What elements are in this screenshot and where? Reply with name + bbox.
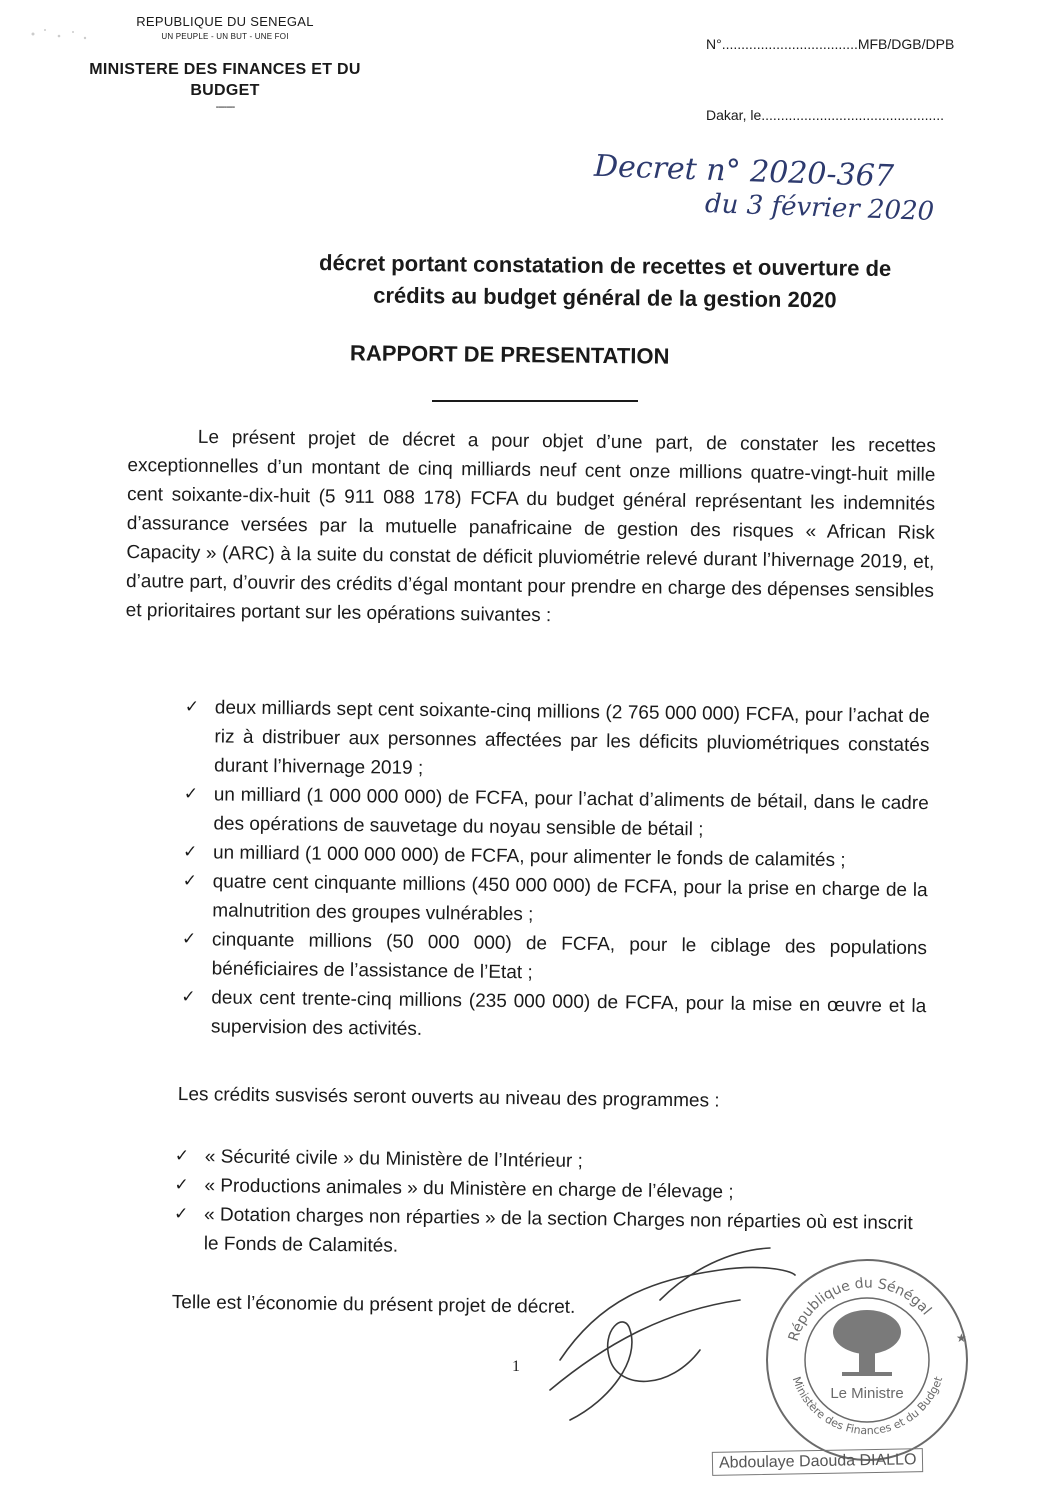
- signatory-name-stamp: Abdoulaye Daouda DIALLO: [712, 1448, 924, 1476]
- checkmark-icon: ✓: [183, 783, 199, 805]
- program-text: « Sécurité civile » du Ministère de l’Intérieur ;: [204, 1146, 583, 1172]
- document-title-line2: crédits au budget général de la gestion 2020: [373, 282, 837, 313]
- seal-bottom-text: Ministère des Finances et du Budget: [789, 1374, 946, 1438]
- ministry-name: [60, 59, 390, 101]
- handwritten-decree-date: du 3 février 2020: [704, 189, 935, 227]
- date-line: Dakar, le...............................................: [706, 107, 945, 123]
- program-text: « Dotation charges non réparties » de la section Charges non réparties où est inscrit le Fonds de Calamités.: [203, 1204, 913, 1257]
- operations-list: [181, 693, 930, 1050]
- report-heading: RAPPORT DE PRESENTATION: [349, 340, 670, 369]
- republic-name: REPUBLIQUE DU SENEGAL: [136, 14, 314, 29]
- ministry-name-line1: MINISTERE DES FINANCES ET DU: [89, 61, 361, 78]
- official-seal: [760, 1250, 975, 1465]
- national-motto: UN PEUPLE - UN BUT - UNE FOI: [161, 32, 289, 41]
- operation-text: deux cent trente-cinq millions (235 000 000) de FCFA, pour la mise en œuvre et la supervision des activités.: [210, 987, 927, 1040]
- checkmark-icon: ✓: [182, 841, 198, 863]
- program-text: « Productions animales » du Ministère en charge de l’élevage ;: [204, 1175, 734, 1203]
- handwritten-decree-number: Decret n° 2020-367: [593, 148, 895, 195]
- list-item: [181, 983, 927, 1050]
- operation-text: un milliard (1 000 000 000) de FCFA, pour l’achat d’aliments de bétail, dans le cadre des opérations de sauvetage du noyau sensible de bétail ;: [213, 784, 929, 841]
- intro-section: [126, 422, 936, 635]
- operation-text: cinquante millions (50 000 000) de FCFA, pour le ciblage des populations bénéficiaires de l’assistance de l’Etat ;: [211, 929, 928, 984]
- page-number: 1: [512, 1358, 520, 1375]
- closing-sentence: Telle est l’économie du présent projet de décret.: [171, 1292, 576, 1318]
- heading-underline: [432, 400, 638, 402]
- programs-intro: Les crédits susvisés seront ouverts au niveau des programmes :: [177, 1084, 720, 1112]
- list-item: [183, 780, 929, 847]
- list-item: [181, 925, 927, 992]
- checkmark-icon: ✓: [174, 1174, 189, 1196]
- star-icon: ★: [956, 1331, 967, 1345]
- checkmark-icon: ✓: [181, 986, 196, 1008]
- ministry-name-line2: BUDGET: [190, 82, 260, 99]
- operation-text: un milliard (1 000 000 000) de FCFA, pour alimenter le fonds de calamités ;: [212, 842, 846, 872]
- baobab-icon: [833, 1310, 901, 1376]
- intro-paragraph: Le présent projet de décret a pour objet d’une part, de constater les recettes exceptionnelles d’un montant de cinq milliards neuf cent onze millions quatre-vingt-huit mille cent soixante-dix-huit (5 911 088 178) FCFA du budget général représentant les indemnités d’assurance versées par la mutuelle panafricaine de gestion des risques « African Risk Capacity » (ARC) à la suite du constat de déficit pluviométrie relevé durant l’hivernage 2019, et, d’autre part, d’ouvrir des crédits d’égal montant pour prendre en charge des dépenses sensibles et prioritaires portant sur les opérations suivantes :: [125, 426, 936, 627]
- checkmark-icon: ✓: [184, 696, 200, 718]
- checkmark-icon: ✓: [181, 928, 197, 950]
- document-title: [240, 246, 971, 318]
- document-title-line1: décret portant constatation de recettes et ouverture de: [318, 250, 892, 281]
- seal-top-text: République du Sénégal: [785, 1275, 935, 1344]
- letterhead-divider: -------: [215, 101, 235, 113]
- seal-center-text: Le Ministre: [830, 1385, 904, 1402]
- letterhead: [60, 14, 390, 113]
- operation-text: quatre cent cinquante millions (450 000 000) de FCFA, pour la prise en charge de la malnutrition des groupes vulnérables ;: [212, 871, 928, 926]
- checkmark-icon: ✓: [174, 1145, 190, 1167]
- list-item: [184, 693, 930, 789]
- operation-text: deux milliards sept cent soixante-cinq millions (2 765 000 000) FCFA, pour l’achat de riz à distribuer aux personnes affectées par les déficits pluviométriques constatés durant l’hivernage 2019 ;: [213, 697, 930, 779]
- checkmark-icon: ✓: [173, 1203, 189, 1225]
- reference-number: N°...................................MFB/DGB/DPB: [706, 36, 955, 52]
- checkmark-icon: ✓: [182, 870, 198, 892]
- list-item: [182, 867, 928, 934]
